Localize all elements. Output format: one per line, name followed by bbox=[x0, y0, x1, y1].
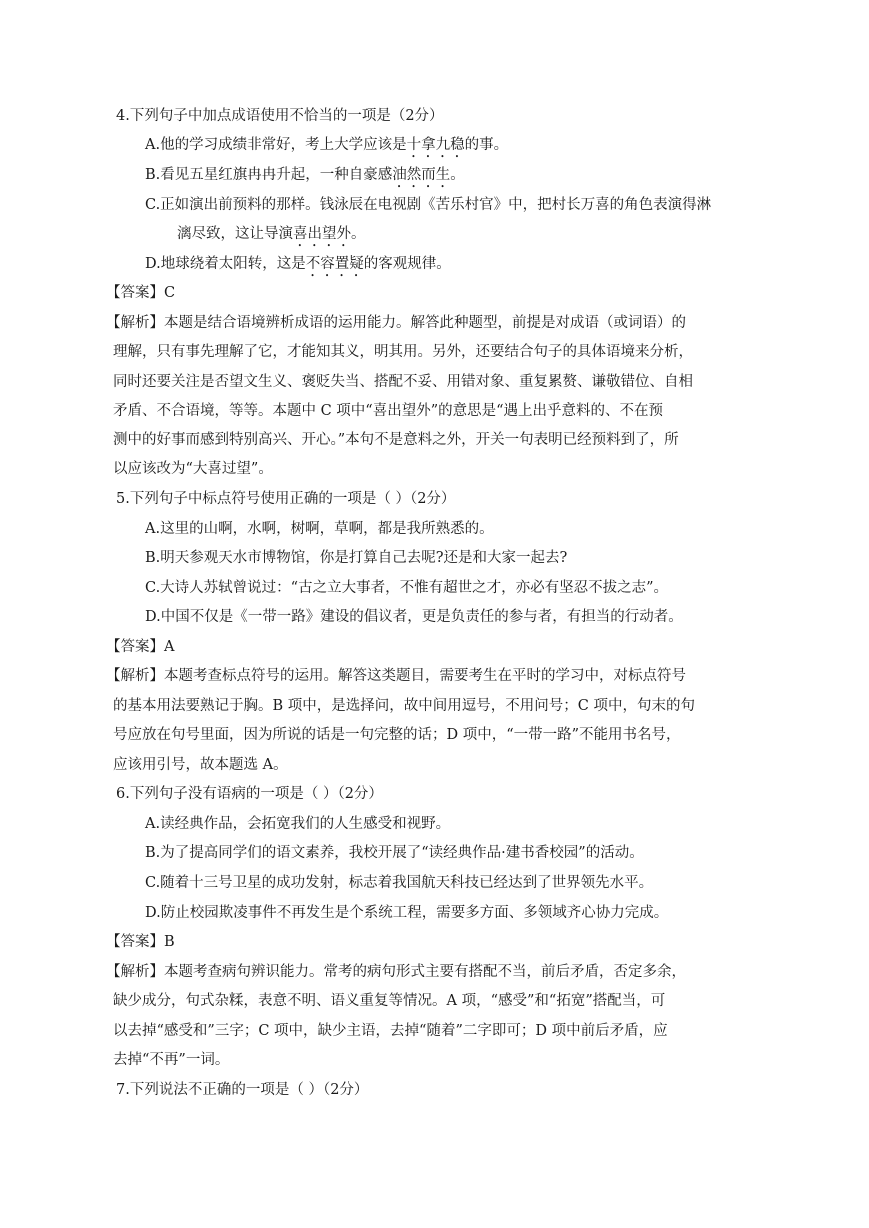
q5-option-d: D.中国不仅是《一带一路》建设的倡议者，更是负责任的参与者，有担当的行动者。 bbox=[145, 609, 683, 625]
q4-analysis-line: 测中的好事而感到特别高兴、开心。”本句不是意料之外，开关一句表明已经预料到了，所 bbox=[113, 432, 679, 448]
q6-answer: 【答案】B bbox=[106, 934, 175, 950]
q4-option-b bbox=[145, 165, 465, 191]
q4-option-b-idiom: 油然而生 bbox=[392, 167, 451, 183]
q6-analysis-line: 缺少成分，句式杂糅，表意不明、语义重复等情况。A 项，“感受”和“拓宽”搭配当，可 bbox=[113, 993, 666, 1009]
q4-option-c-line1: C.正如演出前预料的那样。钱泳辰在电视剧《苦乐村官》中，把村长万喜的角色表演得淋 bbox=[145, 197, 712, 213]
q6-option-c: C.随着十三号卫星的成功发射，标志着我国航天科技已经达到了世界领先水平。 bbox=[145, 875, 654, 891]
q5-option-c: C.大诗人苏轼曾说过：“古之立大事者，不惟有超世之才，亦必有坚忍不拔之志”。 bbox=[145, 580, 669, 596]
q6-stem: 6.下列句子没有语病的一项是（ ）（2分） bbox=[116, 786, 383, 802]
q5-option-b: B.明天参观天水市博物馆，你是打算自己去呢?还是和大家一起去? bbox=[145, 550, 568, 566]
q6-option-b: B.为了提高同学们的语文素养，我校开展了“读经典作品·建书香校园”的活动。 bbox=[145, 845, 644, 861]
q4-option-d-post: 的客观规律。 bbox=[363, 256, 451, 272]
q4-option-a-post: 的事。 bbox=[464, 137, 509, 153]
q4-analysis-line: 以应该改为“大喜过望”。 bbox=[113, 461, 273, 477]
q7-stem: 7.下列说法不正确的一项是（ ）（2分） bbox=[116, 1082, 369, 1098]
q4-option-a-pre: A.他的学习成绩非常好，考上大学应该是 bbox=[145, 137, 407, 153]
q4-option-d-idiom: 不容置疑 bbox=[305, 256, 364, 272]
q5-analysis-line: 的基本用法要熟记于胸。B 项中，是选择问，故中间用逗号，不用问号；C 项中，句末的句 bbox=[113, 698, 695, 714]
q4-option-c-idiom: 喜出望外 bbox=[293, 226, 351, 242]
q4-option-a-idiom: 十拿九稳 bbox=[406, 137, 465, 153]
q4-option-a bbox=[145, 135, 508, 161]
q5-analysis-line: 号应放在句号里面，因为所说的话是一句完整的话；D 项中，“一带一路”不能用书名号， bbox=[113, 727, 681, 743]
q6-analysis-line: 以去掉“感受和”三字；C 项中，缺少主语，去掉“随着”二字即可；D 项中前后矛盾，应 bbox=[113, 1023, 668, 1039]
q6-analysis-line: 【解析】本题考查病句辨识能力。常考的病句形式主要有搭配不当，前后矛盾，否定多余， bbox=[106, 964, 686, 980]
q4-answer: 【答案】C bbox=[106, 285, 176, 301]
q4-option-b-pre: B.看见五星红旗冉冉升起，一种自豪感 bbox=[145, 167, 393, 183]
q6-option-a: A.读经典作品，会拓宽我们的人生感受和视野。 bbox=[145, 816, 451, 832]
q4-analysis-line: 理解，只有事先理解了它，才能知其义，明其用。另外，还要结合句子的具体语境来分析， bbox=[113, 344, 693, 360]
q4-analysis-line: 矛盾、不合语境，等等。本题中 C 项中“喜出望外”的意思是“遇上出乎意料的、不在预 bbox=[113, 403, 664, 419]
q5-stem: 5.下列句子中标点符号使用正确的一项是（ ）（2分） bbox=[116, 491, 456, 507]
q4-option-b-post: 。 bbox=[450, 167, 465, 183]
q4-option-d-pre: D.地球绕着太阳转，这是 bbox=[145, 256, 306, 272]
q5-analysis-line: 【解析】本题考查标点符号的运用。解答这类题目，需要考生在平时的学习中，对标点符号 bbox=[106, 668, 686, 684]
q5-option-a: A.这里的山啊，水啊，树啊，草啊，都是我所熟悉的。 bbox=[145, 521, 494, 537]
q4-option-c-line2 bbox=[177, 224, 366, 250]
q4-analysis-line: 【解析】本题是结合语境辨析成语的运用能力。解答此种题型，前提是对成语（或词语）的 bbox=[106, 315, 686, 331]
q4-option-c-pre: 漓尽致，这让导演 bbox=[177, 226, 293, 242]
q6-option-d: D.防止校园欺凌事件不再发生是个系统工程，需要多方面、多领域齐心协力完成。 bbox=[145, 905, 669, 921]
q4-analysis-line: 同时还要关注是否望文生义、褒贬失当、搭配不妥、用错对象、重复累赘、谦敬错位、自相 bbox=[113, 374, 693, 390]
q6-analysis-line: 去掉“不再”一词。 bbox=[113, 1052, 230, 1068]
q4-stem: 4.下列句子中加点成语使用不恰当的一项是（2分） bbox=[116, 108, 444, 124]
q5-answer: 【答案】A bbox=[106, 639, 175, 655]
q4-option-d bbox=[145, 254, 451, 280]
q5-analysis-line: 应该用引号，故本题选 A。 bbox=[113, 757, 288, 773]
q4-option-c-post: 。 bbox=[351, 226, 366, 242]
